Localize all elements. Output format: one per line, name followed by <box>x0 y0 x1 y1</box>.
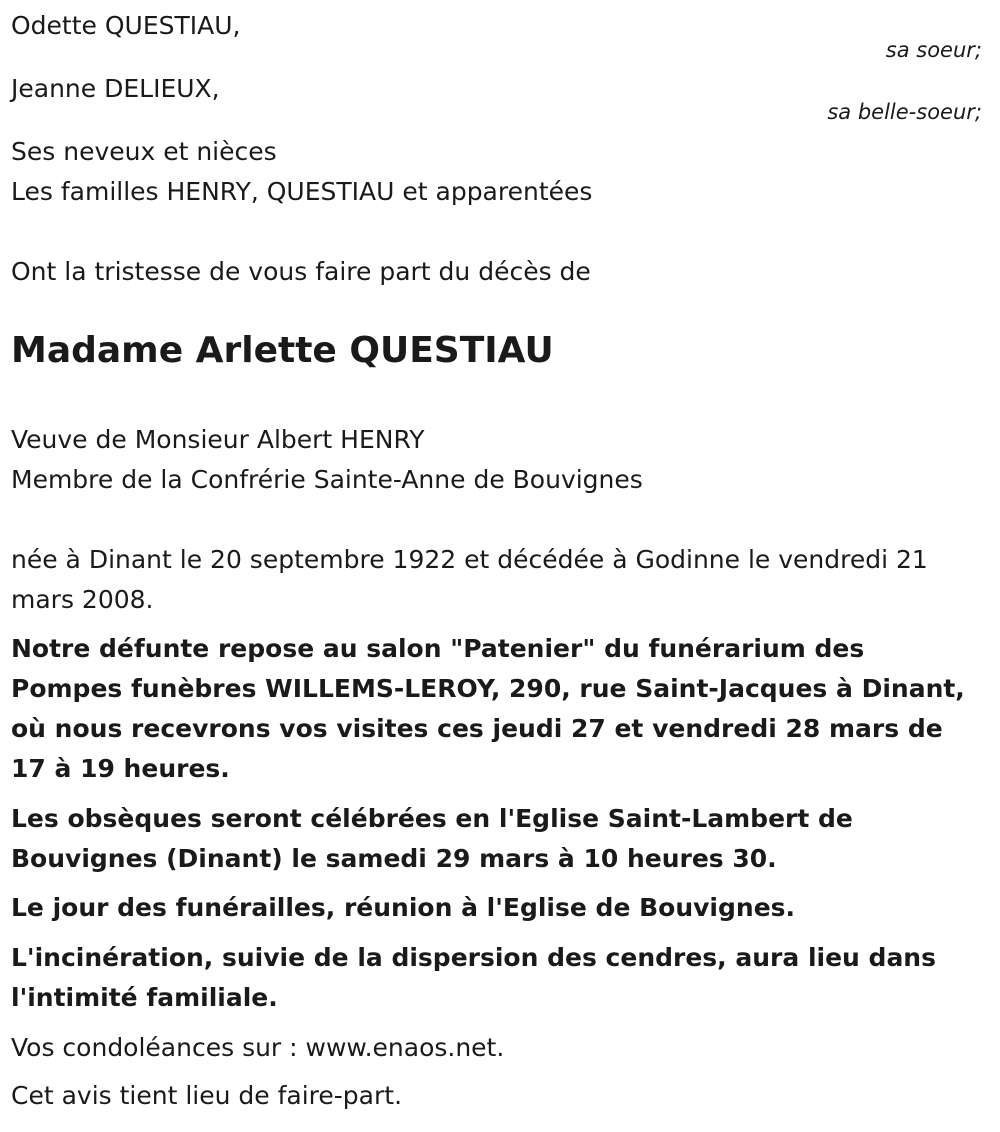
birth-death-text: née à Dinant le 20 septembre 1922 et décédée à Godinne le vendredi 21 mars 2008. <box>11 545 928 614</box>
relatives-line: Ses neveux et nièces <box>11 137 277 166</box>
funeral-details: Les obsèques seront célébrées en l'Eglise Saint-Lambert de Bouvignes (Dinant) le samedi 29 mars à 10 heures 30. <box>11 804 853 873</box>
family-member-name: Odette QUESTIAU, <box>11 11 241 40</box>
condolences-line <box>11 1028 971 1068</box>
family-member-relation: sa soeur; <box>885 38 982 62</box>
family-member-relation: sa belle-soeur; <box>827 100 982 124</box>
gathering-details: Le jour des funérailles, réunion à l'Eglise de Bouvignes. <box>11 893 796 922</box>
relatives-line: Les familles HENRY, QUESTIAU et apparentées <box>11 177 593 206</box>
condolences-suffix: . <box>496 1033 505 1062</box>
condolences-link[interactable]: www.enaos.net <box>305 1033 497 1062</box>
announcement-text: Ont la tristesse de vous faire part du décès de <box>11 257 591 286</box>
condolences-prefix: Vos condoléances sur : <box>11 1033 306 1062</box>
deceased-name: Madame Arlette QUESTIAU <box>11 330 554 371</box>
cremation-details: L'incinération, suivie de la dispersion des cendres, aura lieu dans l'intimité familiale. <box>11 943 936 1012</box>
family-member-name: Jeanne DELIEUX, <box>11 74 220 103</box>
title-line: Membre de la Confrérie Sainte-Anne de Bouvignes <box>11 465 643 494</box>
title-line: Veuve de Monsieur Albert HENRY <box>11 425 425 454</box>
viewing-details: Notre défunte repose au salon "Patenier" du funérarium des Pompes funèbres WILLEMS-LEROY, 290, rue Saint-Jacques à Dinant, où nous recevrons vos visites ces jeudi 27 et vendredi 28 mars de 17 à 19 heures. <box>11 634 965 783</box>
footer-text: Cet avis tient lieu de faire-part. <box>11 1081 403 1110</box>
